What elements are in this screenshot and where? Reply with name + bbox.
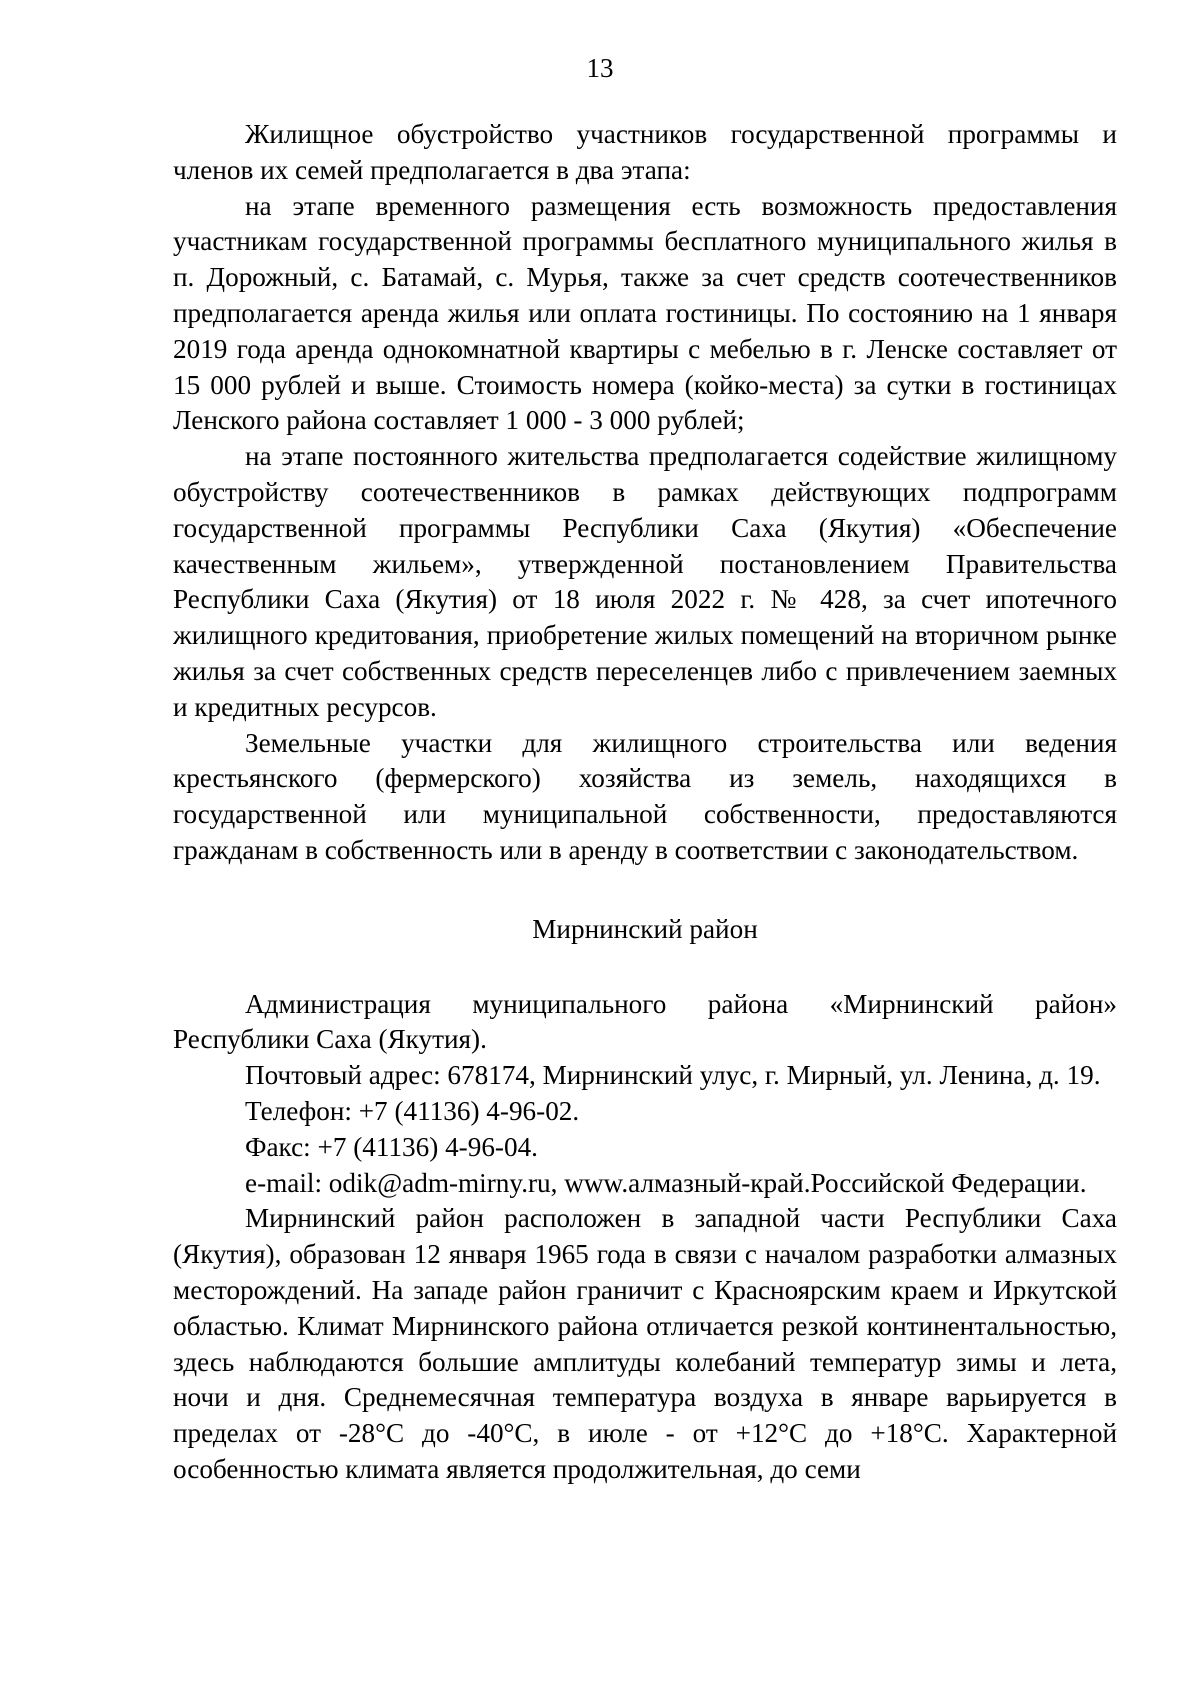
paragraph-permanent-stage: на этапе постоянного жительства предполагается содействие жилищному обустройству соотечественников в рамках действующих подпрограмм государственной программы Республики Саха (Якутия) «Обеспечение качественным жильем», утвержденной постановлением Правительства Республики Саха (Якутия) от 18 июля 2022 г. № 428, за счет ипотечного жилищного кредитования, приобретение жилых помещений на вторичном рынке жилья за счет собственных средств переселенцев либо с привлечением заемных и кредитных ресурсов. — [173, 441, 1117, 722]
email-label: e-mail: — [245, 1167, 322, 1198]
email-address: odik@adm-mirny.ru, — [328, 1167, 558, 1198]
paragraph-temporary-stage: на этапе временного размещения есть возможность предоставления участникам государственной программы бесплатного муниципального жилья в п. Дорожный, с. Батамай, с. Мурья, также за счет средств соотечественников предполагается аренда жилья или оплата гостиницы. По состоянию на 1 января 2019 года аренда однокомнатной квартиры с мебелью в г. Ленске составляет от 15 000 рублей и выше. Стоимость номера (койко-места) за сутки в гостиницах Ленского района составляет 1 000 - 3 000 рублей; — [173, 190, 1117, 436]
page-number: 13 — [586, 53, 614, 83]
paragraph-phone: Телефон: +7 (41136) 4-96-02. — [245, 1095, 580, 1126]
paragraph-district-description: Мирнинский район расположен в западной части Республики Саха (Якутия), образован 12 января 1965 года в связи с началом разработки алмазных месторождений. На западе район граничит с Красноярским краем и Иркутской областью. Климат Мирнинского района отличается резкой континентальностью, здесь наблюдаются большие амплитуды колебаний температур зимы и лета, ночи и дня. Среднемесячная температура воздуха в январе варьируется в пределах от -28°C до -40°C, в июле - от +12°C до +18°C. Характерной особенностью климата является продолжительная, до семи — [173, 1203, 1117, 1484]
paragraph-administration: Администрация муниципального района «Мирнинский район» Республики Саха (Якутия). — [173, 988, 1117, 1055]
paragraph-contacts — [173, 1166, 1117, 1202]
paragraph-fax: Факс: +7 (41136) 4-96-04. — [245, 1131, 538, 1162]
paragraph-land-plots: Земельные участки для жилищного строительства или ведения крестьянского (фермерского) хозяйства из земель, находящихся в государственной или муниципальной собственности, предоставляются гражданам в собственность или в аренду в соответствии с законодательством. — [173, 727, 1117, 865]
section-heading-mirny-district: Мирнинский район — [532, 913, 758, 944]
document-body — [173, 117, 1117, 1488]
paragraph-housing-intro: Жилищное обустройство участников государственной программы и членов их семей предполагается в два этапа: — [173, 119, 1117, 185]
paragraph-postal-address: Почтовый адрес: 678174, Мирнинский улус, г. Мирный, ул. Ленина, д. 19. — [245, 1060, 1101, 1091]
website-address: www.алмазный-край.Российской Федерации. — [564, 1167, 1087, 1198]
